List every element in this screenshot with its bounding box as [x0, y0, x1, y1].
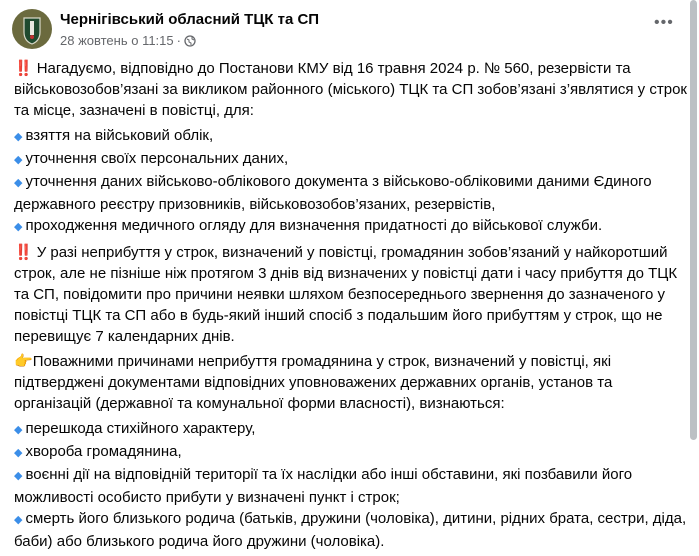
text: перевищує 7 календарних днів. — [14, 328, 235, 345]
text: уточнення своїх персональних даних, — [25, 150, 289, 167]
more-options-button[interactable]: ••• — [654, 14, 674, 31]
list-item — [14, 508, 694, 531]
emblem-icon — [12, 9, 52, 49]
pointing-hand-icon: 👉 — [14, 353, 33, 370]
text: повістці ТЦК та СП або в будь-який інший спосіб з подальшим його прибуттям у строк, що не — [14, 307, 663, 324]
post-text — [14, 58, 694, 556]
text: воєнні дії на відповідній території та їх наслідки або інші обставини, які позбавили його — [25, 466, 633, 483]
list-item — [14, 487, 694, 508]
double-exclamation-icon: ‼️ — [14, 244, 33, 261]
paragraph — [14, 125, 694, 238]
text-line — [14, 100, 694, 121]
text: баби) або близького родича його дружини (чоловіка). — [14, 533, 385, 550]
blue-diamond-icon: ◆ — [14, 177, 23, 189]
text: проходження медичного огляду для визначення придатності до військової служби. — [25, 217, 603, 234]
blue-diamond-icon: ◆ — [14, 154, 23, 166]
text: Поважними причинами неприбуття громадянина у строк, визначений у повістці, які — [32, 353, 612, 370]
paragraph — [14, 242, 694, 347]
text-line — [14, 263, 694, 284]
text: У разі неприбуття у строк, визначений у повістці, громадянин зобов’язаний у найкоротший — [36, 244, 668, 261]
paragraph — [14, 351, 694, 414]
text: взяття на військовий облік, — [25, 127, 214, 144]
text-line — [14, 372, 694, 393]
text: уточнення даних військово-облікового документа з військово-обліковими даними Єдиного — [25, 173, 652, 190]
list-item — [14, 148, 694, 171]
list-item — [14, 418, 694, 441]
list-item — [14, 215, 694, 238]
blue-diamond-icon: ◆ — [14, 424, 23, 436]
blue-diamond-icon: ◆ — [14, 131, 23, 143]
text: організацій (державної та комунальної форми власності), визнаються: — [14, 395, 505, 412]
scrollbar[interactable] — [690, 0, 697, 440]
text-line — [14, 58, 694, 79]
text: та місце, зазначені в повістці, для: — [14, 102, 254, 119]
globe-icon — [184, 35, 196, 47]
text: підтверджені документами відповідних уповноважених державних органів, установ та — [14, 374, 613, 391]
text: Нагадуємо, відповідно до Постанови КМУ від 16 травня 2024 р. № 560, резервісти та — [36, 60, 631, 77]
blue-diamond-icon: ◆ — [14, 514, 23, 526]
text: та СП, повідомити про причини неявки шляхом безпосереднього звернення до зазначеного у — [14, 286, 665, 303]
paragraph — [14, 58, 694, 121]
separator: · — [176, 33, 181, 48]
text: можливості особисто прибути у визначені пункт і строк; — [14, 489, 400, 506]
post-meta — [60, 33, 196, 48]
paragraph — [14, 418, 694, 552]
list-item — [14, 464, 694, 487]
post-timestamp[interactable]: 28 жовтень о 11:15 — [60, 33, 174, 48]
double-exclamation-icon: ‼️ — [14, 60, 33, 77]
text: хвороба громадянина, — [25, 443, 182, 460]
text: військовозобов’язані за викликом районного (міського) ТЦК та СП зобов’язані з’являтися у строк — [14, 81, 687, 98]
text-line — [14, 284, 694, 305]
page-avatar[interactable] — [12, 9, 52, 49]
text: строк, але не пізніше ніж протягом 3 днів від визначених у повістці дати і часу прибуття до ТЦК — [14, 265, 678, 282]
text-line — [14, 393, 694, 414]
text-line — [14, 79, 694, 100]
blue-diamond-icon: ◆ — [14, 447, 23, 459]
list-item — [14, 194, 694, 215]
text: перешкода стихійного характеру, — [25, 420, 256, 437]
blue-diamond-icon: ◆ — [14, 221, 23, 233]
text: смерть його близького родича (батьків, дружини (чоловіка), дитини, рідних брата, сестри, діда, — [25, 510, 687, 527]
list-item — [14, 531, 694, 552]
page-name-link[interactable]: Чернігівський обласний ТЦК та СП — [60, 11, 320, 28]
text: державного реєстру призовників, військовозобов’язаних, резервістів, — [14, 196, 496, 213]
text-line — [14, 326, 694, 347]
list-item — [14, 441, 694, 464]
text-line — [14, 242, 694, 263]
blue-diamond-icon: ◆ — [14, 470, 23, 482]
text-line — [14, 305, 694, 326]
text-line — [14, 351, 694, 372]
list-item — [14, 125, 694, 148]
list-item — [14, 171, 694, 194]
